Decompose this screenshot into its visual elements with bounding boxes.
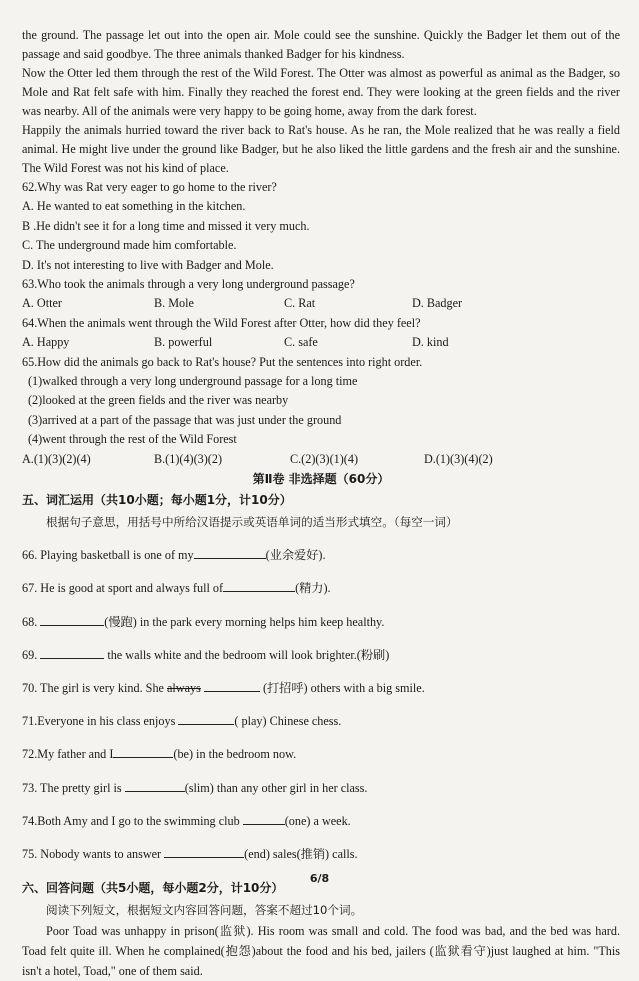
part-2-title: 第Ⅱ卷 非选择题（60分） <box>252 472 390 487</box>
section-instruction: 阅读下列短文，根据短文内容回答问题，答案不超过10个词。 <box>46 903 363 918</box>
option-a: A. Otter <box>22 296 62 311</box>
sentence-3: (3)arrived at a part of the passage that was just under the ground <box>28 412 342 427</box>
passage-paragraph-1: the ground. The passage let out into the open air. Mole could see the sunshine. Quickly the Badger let them out of the passage and said goodbye. The three animals thanked Badger for his kindness. <box>22 28 620 61</box>
option-c: C. safe <box>284 335 318 350</box>
exercise-67: 67. He is good at sport and always full of (精力). <box>22 581 331 596</box>
option-c: C. The underground made him comfortable. <box>22 238 237 253</box>
passage-paragraph-2: Now the Otter led them through the rest of the Wild Forest. The Otter was almost as powerful as animal as the Badger, so Mole and Rat felt safe with him. Finally they reached the forest end. They were looking at the green fields and the river was nearby. All of the animals were very happy to be going home, away from the dark forest. <box>22 66 620 118</box>
section-5 <box>22 489 620 865</box>
exercise-71: 71.Everyone in his class enjoys ( play) Chinese chess. <box>22 714 342 729</box>
passage-paragraph-3: Happily the animals hurried toward the river back to Rat's house. As he ran, the Mole realized that he was really a field animal. He might live under the ground like Badger, but he also liked the little gardens and the fresh air and the sunshine. The Wild Forest was not his kind of place. <box>22 123 620 175</box>
question-stem: 63.Who took the animals through a very long underground passage? <box>22 277 355 292</box>
exercise-66: 66. Playing basketball is one of my (业余爱好). <box>22 548 326 563</box>
struck-word: always <box>167 681 201 696</box>
question-stem: 65.How did the animals go back to Rat's house? Put the sentences into right order. <box>22 354 423 369</box>
page-content <box>22 26 620 981</box>
section-6 <box>22 877 620 981</box>
option-a: A.(1)(3)(2)(4) <box>22 451 91 466</box>
option-b: B. powerful <box>154 335 213 350</box>
options-row <box>22 450 620 469</box>
option-a: A. Happy <box>22 335 70 350</box>
option-a: A. He wanted to eat something in the kitchen. <box>22 199 246 214</box>
exercise-69: 69. the walls white and the bedroom will look brighter.(粉刷) <box>22 647 390 662</box>
sentence-1: (1)walked through a very long underground passage for a long time <box>28 374 358 389</box>
option-c: C.(2)(3)(1)(4) <box>290 451 359 466</box>
answer-blank[interactable] <box>40 646 104 659</box>
exercise-70: 70. The girl is very kind. She always (打招呼) others with a big smile. <box>22 681 425 696</box>
reading-passage: Poor Toad was unhappy in prison(监狱). His room was small and cold. The food was bad, and the bed was hard. Toad felt quite ill. When he complained(抱怨)about the food and his bed, jailers (监狱看守)just laughed at him. "This isn't a hotel, Toad," one of them said. <box>22 924 620 979</box>
answer-blank[interactable] <box>164 845 244 858</box>
section-instruction: 根据句子意思，用括号中所给汉语提示或英语单词的适当形式填空。（每空一词） <box>46 515 458 530</box>
option-d: D. kind <box>412 335 449 350</box>
answer-blank[interactable] <box>194 546 266 559</box>
options-row <box>22 333 620 352</box>
sentence-2: (2)looked at the green fields and the river was nearby <box>28 393 289 408</box>
question-stem: 62.Why was Rat very eager to go home to the river? <box>22 180 277 194</box>
option-b: B. Mole <box>154 296 194 311</box>
answer-blank[interactable] <box>204 679 260 692</box>
question-63 <box>22 275 620 314</box>
question-stem: 64.When the animals went through the Wild Forest after Otter, how did they feel? <box>22 315 421 330</box>
answer-blank[interactable] <box>223 579 295 592</box>
option-d: D.(1)(3)(4)(2) <box>424 451 493 466</box>
answer-blank[interactable] <box>125 779 185 792</box>
question-65 <box>22 353 620 469</box>
answer-blank[interactable] <box>40 613 104 626</box>
section-heading: 五、词汇运用（共10小题；每小题1分，计10分） <box>22 493 292 508</box>
option-c: C. Rat <box>284 296 316 311</box>
sentence-4: (4)went through the rest of the Wild Forest <box>28 432 237 447</box>
exercise-72: 72.My father and I (be) in the bedroom now. <box>22 747 297 762</box>
answer-blank[interactable] <box>113 745 173 758</box>
exercise-74: 74.Both Amy and I go to the swimming club (one) a week. <box>22 813 351 828</box>
exercise-73: 73. The pretty girl is (slim) than any other girl in her class. <box>22 780 368 795</box>
question-64 <box>22 314 620 353</box>
exercise-75: 75. Nobody wants to answer (end) sales(推销) calls. <box>22 846 358 861</box>
answer-blank[interactable] <box>243 812 285 825</box>
option-b: B .He didn't see it for a long time and missed it very much. <box>22 218 310 233</box>
options-row <box>22 294 620 313</box>
page-number: 6/8 <box>309 872 330 885</box>
question-62 <box>22 178 620 275</box>
option-d: D. It's not interesting to live with Badger and Mole. <box>22 257 274 272</box>
option-d: D. Badger <box>412 296 463 311</box>
exercise-68: 68. (慢跑) in the park every morning helps him keep healthy. <box>22 614 385 629</box>
section-heading: 六、回答问题（共5小题，每小题2分，计10分） <box>22 881 284 896</box>
option-b: B.(1)(4)(3)(2) <box>154 451 223 466</box>
answer-blank[interactable] <box>178 712 234 725</box>
